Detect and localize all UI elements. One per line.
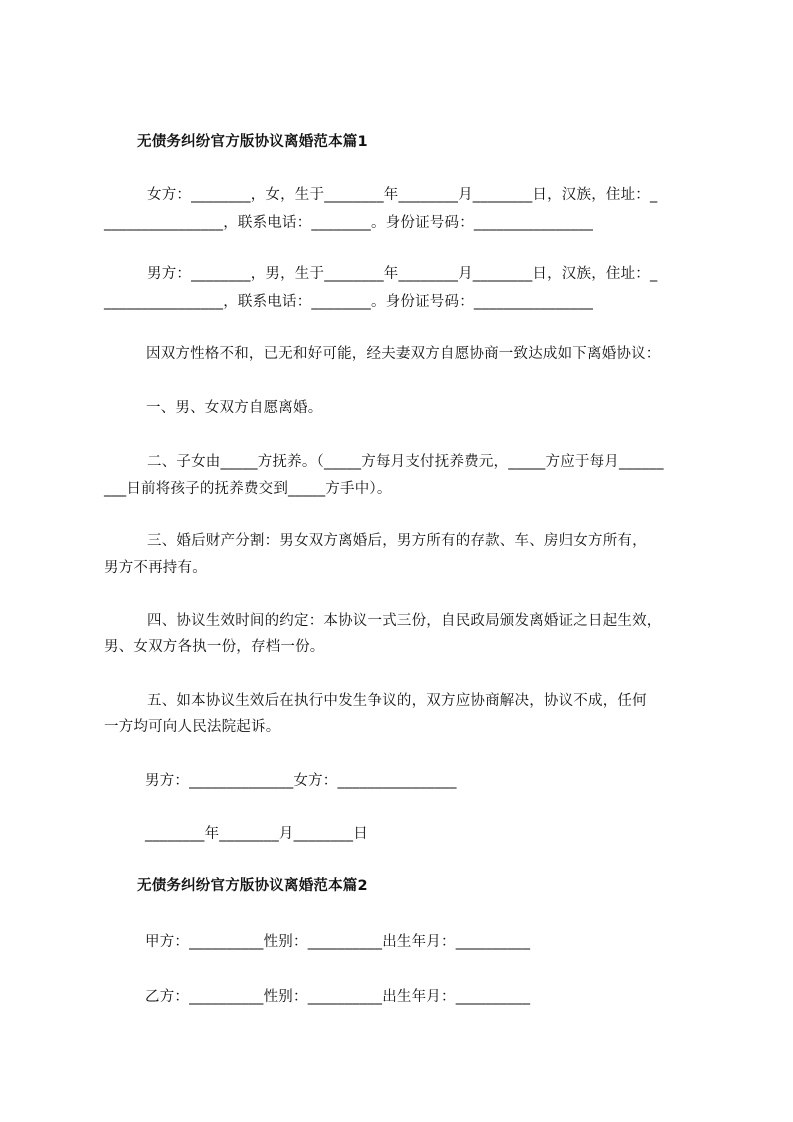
clause-2-line1: 二、子女由_____方抚养。（_____方每月支付抚养费元，_____方应于每月______: [147, 454, 664, 470]
male-info-line2: ________________，联系电话：________。身份证号码：________________: [104, 294, 594, 310]
clause-3-line1: 三、婚后财产分割：男女双方离婚后，男方所有的存款、车、房归女方所有，: [147, 533, 647, 549]
clause-4-line1: 四、协议生效时间的约定：本协议一式三份，自民政局颁发离婚证之日起生效，: [147, 613, 662, 629]
section2-title: 无债务纠纷官方版协议离婚范本篇2: [137, 878, 368, 894]
intro-paragraph: 因双方性格不和，已无和好可能，经夫妻双方自愿协商一致达成如下离婚协议：: [146, 346, 661, 362]
female-info-line1: 女方：________，女，生于________年________月________日，汉族，住址：_: [147, 187, 658, 203]
party-a-line: 甲方：__________性别：__________出生年月：__________: [145, 934, 531, 950]
party-b-line: 乙方：__________性别：__________出生年月：__________: [145, 989, 531, 1005]
clause-5-line1: 五、如本协议生效后在执行中发生争议的，双方应协商解决，协议不成，任何: [147, 693, 647, 709]
clause-3-line2: 男方不再持有。: [104, 560, 207, 576]
male-info-line1: 男方：________，男，生于________年________月________日，汉族，住址：_: [147, 266, 658, 282]
signature-line: 男方：______________女方：________________: [145, 773, 457, 789]
date-line: ________年________月________日: [145, 826, 368, 842]
clause-4-line2: 男、女双方各执一份，存档一份。: [104, 639, 325, 655]
clause-5-line2: 一方均可向人民法院起诉。: [104, 719, 281, 735]
female-info-line2: ________________，联系电话：________。身份证号码：________________: [104, 215, 594, 231]
clause-2-line2: ___日前将孩子的抚养费交到_____方手中）。: [104, 481, 392, 497]
clause-1: 一、男、女双方自愿离婚。: [146, 400, 323, 416]
section1-title: 无债务纠纷官方版协议离婚范本篇1: [137, 134, 368, 150]
